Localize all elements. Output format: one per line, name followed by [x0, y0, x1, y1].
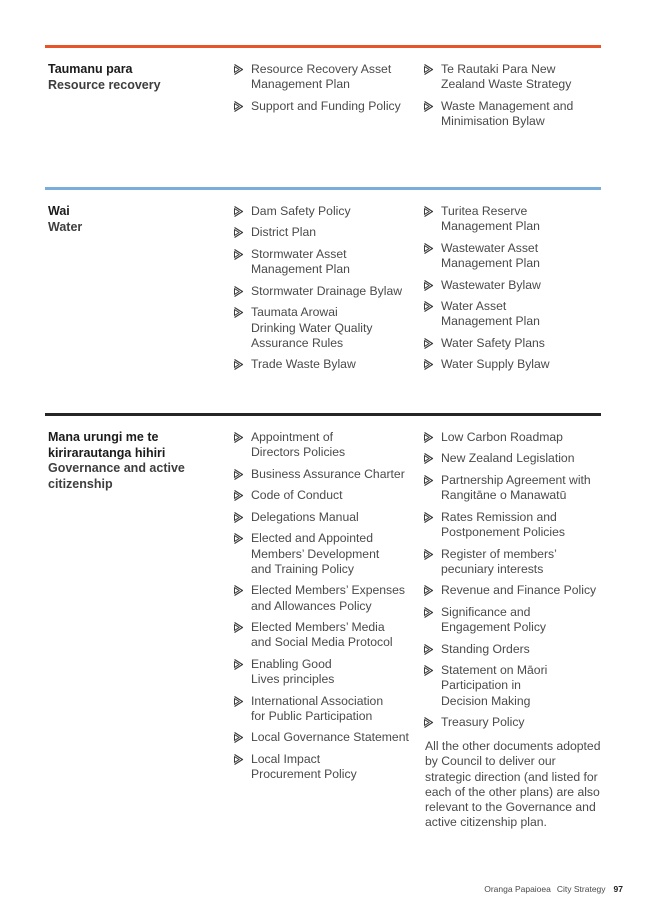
list-item-label: Revenue and Finance Policy: [441, 583, 597, 598]
list-item: [423, 299, 601, 330]
heading-maori: Wai: [48, 204, 70, 218]
chevron-right-double-outline-icon: [233, 489, 245, 502]
heading-english: Water: [48, 219, 83, 234]
chevron-right-double-outline-icon: [233, 431, 245, 444]
list-item-label: Register of members’ pecuniary interests: [441, 546, 557, 576]
list-item-label: Taumata Arowai Drinking Water Quality Assurance Rules: [251, 305, 373, 350]
chevron-right-double-outline-icon: [233, 532, 245, 545]
list-item: [233, 430, 411, 461]
chevron-right-double-outline-icon: [233, 584, 245, 597]
list-item: [233, 657, 411, 688]
chevron-right-double-outline-icon: [423, 358, 435, 371]
chevron-right-double-outline-icon: [423, 511, 435, 524]
chevron-right-double-outline-icon: [423, 242, 435, 255]
section-heading: [48, 204, 218, 235]
heading-maori: Mana urungi me te kirirarautanga hihiri: [48, 430, 166, 460]
section-rule: [45, 45, 601, 48]
list-item-label: Rates Remission and Postponement Policies: [441, 509, 565, 540]
list-column-1: [233, 430, 411, 789]
heading-english: Resource recovery: [48, 77, 161, 92]
section-rule: [45, 413, 601, 416]
list-item-label: Business Assurance Charter: [251, 466, 405, 481]
list-item: [423, 357, 601, 372]
list-item-label: Resource Recovery Asset Management Plan: [251, 62, 392, 92]
chevron-right-double-outline-icon: [233, 285, 245, 298]
list-column-2: [423, 204, 601, 379]
list-item-label: Standing Orders: [441, 641, 530, 656]
chevron-right-double-outline-icon: [233, 731, 245, 744]
chevron-right-double-outline-icon: [233, 658, 245, 671]
list-item: [233, 247, 411, 278]
chevron-right-double-outline-icon: [423, 716, 435, 729]
list-item-label: Appointment of Directors Policies: [251, 430, 346, 460]
list-item-label: Stormwater Asset Management Plan: [251, 246, 350, 277]
list-item: [233, 583, 411, 614]
list-item: [233, 99, 411, 114]
list-item-label: Local Impact Procurement Policy: [251, 751, 357, 782]
list-item-label: Support and Funding Policy: [251, 98, 401, 113]
chevron-right-double-outline-icon: [423, 63, 435, 76]
list-item: [423, 204, 601, 235]
list-item: [423, 663, 601, 709]
list-item-label: Trade Waste Bylaw: [251, 357, 356, 372]
chevron-right-double-outline-icon: [423, 548, 435, 561]
page-number: 97: [613, 884, 623, 894]
list-column-2: [423, 430, 601, 737]
list-item-label: Delegations Manual: [251, 509, 359, 524]
list-item-label: Dam Safety Policy: [251, 204, 351, 218]
list-item-label: Low Carbon Roadmap: [441, 430, 563, 444]
chevron-right-double-outline-icon: [233, 753, 245, 766]
chevron-right-double-outline-icon: [423, 474, 435, 487]
list-item: [233, 730, 411, 745]
chevron-right-double-outline-icon: [423, 337, 435, 350]
list-item-label: Water Asset Management Plan: [441, 299, 540, 329]
list-item: [233, 488, 411, 503]
list-item-label: Local Governance Statement: [251, 730, 409, 745]
list-item: [423, 62, 601, 93]
list-item-label: International Association for Public Participation: [251, 693, 384, 723]
chevron-right-double-outline-icon: [233, 306, 245, 319]
chevron-right-double-outline-icon: [423, 664, 435, 677]
list-item: [233, 531, 411, 577]
heading-maori: Taumanu para: [48, 62, 133, 76]
heading-english: Governance and active citizenship: [48, 461, 185, 491]
list-item: [423, 583, 601, 598]
list-item: [423, 715, 601, 730]
section-heading: [48, 430, 218, 492]
chevron-right-double-outline-icon: [233, 100, 245, 113]
list-item: [423, 605, 601, 636]
chevron-right-double-outline-icon: [423, 584, 435, 597]
chevron-right-double-outline-icon: [233, 248, 245, 261]
list-item: [233, 305, 411, 351]
chevron-right-double-outline-icon: [233, 358, 245, 371]
chevron-right-double-outline-icon: [423, 643, 435, 656]
list-item: [423, 430, 601, 445]
chevron-right-double-outline-icon: [423, 300, 435, 313]
list-item-label: Te Rautaki Para New Zealand Waste Strategy: [441, 62, 572, 92]
chevron-right-double-outline-icon: [423, 431, 435, 444]
list-item: [423, 451, 601, 466]
list-item: [423, 642, 601, 657]
chevron-right-double-outline-icon: [233, 695, 245, 708]
list-item: [233, 467, 411, 482]
list-item: [233, 357, 411, 372]
chevron-right-double-outline-icon: [423, 100, 435, 113]
section-heading: [48, 62, 218, 93]
list-item-label: Wastewater Asset Management Plan: [441, 240, 540, 271]
list-item-label: Treasury Policy: [441, 715, 525, 730]
list-column-2: [423, 62, 601, 136]
list-item: [233, 225, 411, 240]
list-item-label: Waste Management and Minimisation Bylaw: [441, 98, 574, 129]
list-item-label: Statement on Māori Participation in Decision Making: [441, 663, 548, 708]
chevron-right-double-outline-icon: [233, 226, 245, 239]
list-item-label: Partnership Agreement with Rangitāne o Manawatū: [441, 472, 591, 503]
page-footer: [484, 884, 623, 894]
chevron-right-double-outline-icon: [423, 279, 435, 292]
footer-title: Oranga Papaioea: [484, 884, 551, 894]
list-item: [233, 752, 411, 783]
list-item-label: Turitea Reserve Management Plan: [441, 204, 540, 234]
governance-note: All the other documents adopted by Council to deliver our strategic direction (and listed for each of the other plans) are also relevant to the Governance and active citizenship plan.: [425, 739, 601, 830]
list-item-label: New Zealand Legislation: [441, 451, 575, 466]
list-column-1: [233, 204, 411, 379]
list-item-label: Enabling Good Lives principles: [251, 656, 335, 687]
footer-subtitle: City Strategy: [556, 884, 606, 894]
list-item: [233, 510, 411, 525]
chevron-right-double-outline-icon: [233, 468, 245, 481]
list-item-label: Water Safety Plans: [441, 335, 545, 350]
chevron-right-double-outline-icon: [423, 452, 435, 465]
list-item-label: Elected Members’ Media and Social Media Protocol: [251, 620, 393, 650]
list-item: [423, 547, 601, 578]
list-item: [423, 510, 601, 541]
list-item-label: District Plan: [251, 225, 317, 240]
list-item-label: Wastewater Bylaw: [441, 277, 541, 292]
chevron-right-double-outline-icon: [233, 511, 245, 524]
list-item: [423, 241, 601, 272]
chevron-right-double-outline-icon: [423, 606, 435, 619]
chevron-right-double-outline-icon: [233, 621, 245, 634]
list-item: [423, 336, 601, 351]
list-item: [233, 620, 411, 651]
list-item-label: Elected and Appointed Members’ Development and Training Policy: [251, 531, 380, 576]
list-item-label: Elected Members’ Expenses and Allowances Policy: [251, 583, 405, 613]
section-rule: [45, 187, 601, 190]
chevron-right-double-outline-icon: [233, 63, 245, 76]
list-item: [423, 278, 601, 293]
list-item: [423, 473, 601, 504]
list-item-label: Code of Conduct: [251, 488, 343, 503]
list-item: [233, 204, 411, 219]
list-item-label: Water Supply Bylaw: [441, 357, 550, 372]
list-item-label: Significance and Engagement Policy: [441, 604, 547, 635]
list-item: [423, 99, 601, 130]
list-column-1: [233, 62, 411, 120]
list-item: [233, 284, 411, 299]
chevron-right-double-outline-icon: [423, 205, 435, 218]
chevron-right-double-outline-icon: [233, 205, 245, 218]
list-item-label: Stormwater Drainage Bylaw: [251, 283, 403, 298]
list-item: [233, 62, 411, 93]
list-item: [233, 694, 411, 725]
